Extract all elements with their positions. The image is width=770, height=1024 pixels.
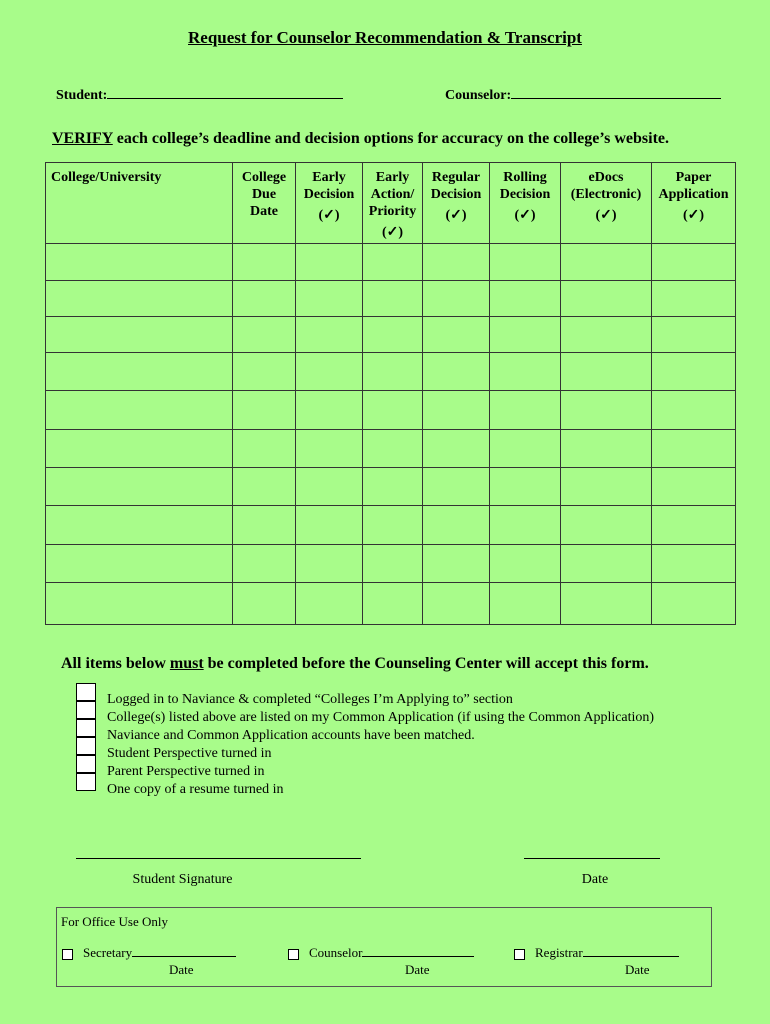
table-cell[interactable] (423, 583, 490, 625)
table-cell[interactable] (561, 545, 652, 583)
table-cell[interactable] (652, 468, 736, 506)
table-cell[interactable] (423, 281, 490, 317)
table-cell[interactable] (363, 317, 423, 353)
form-title: Request for Counselor Recommendation & Transcript (188, 28, 582, 47)
column-header (363, 163, 423, 244)
table-cell[interactable] (652, 430, 736, 468)
table-cell[interactable] (233, 583, 296, 625)
registrar-group (514, 945, 679, 961)
table-row (46, 430, 736, 468)
table-cell[interactable] (233, 391, 296, 430)
counselor-name-line[interactable] (511, 84, 721, 99)
column-header-line: Application (658, 187, 729, 202)
table-cell[interactable] (46, 430, 233, 468)
table-cell[interactable] (561, 583, 652, 625)
counselor-label: Counselor: (445, 88, 512, 103)
verify-emphasis: VERIFY (52, 130, 113, 147)
table-cell[interactable] (296, 317, 363, 353)
table-cell[interactable] (652, 244, 736, 281)
table-cell[interactable] (561, 468, 652, 506)
table-row (46, 317, 736, 353)
student-name-line[interactable] (107, 84, 343, 99)
checkmark-icon: (✓) (381, 225, 404, 240)
column-header-line: Paper (675, 170, 712, 185)
table-row (46, 244, 736, 281)
table-cell[interactable] (296, 545, 363, 583)
table-row (46, 545, 736, 583)
column-header-line: (Electronic) (570, 187, 642, 202)
counselor-field (445, 84, 721, 104)
column-header-line: Early (375, 170, 410, 185)
table-cell[interactable] (652, 317, 736, 353)
office-use-header: For Office Use Only (61, 914, 168, 929)
table-cell[interactable] (423, 391, 490, 430)
student-field (56, 84, 343, 104)
table-cell[interactable] (423, 317, 490, 353)
table-cell[interactable] (561, 391, 652, 430)
column-header (423, 163, 490, 244)
table-cell[interactable] (233, 506, 296, 545)
checkmark-icon: (✓) (514, 208, 536, 223)
table-cell[interactable] (46, 506, 233, 545)
requirements-must: must (169, 655, 204, 672)
table-row (46, 391, 736, 430)
checklist-checkbox[interactable] (76, 755, 96, 773)
column-header (652, 163, 736, 244)
requirements-post: be completed before the Counseling Center will accept this form. (203, 655, 649, 672)
secretary-label: Secretary (83, 945, 133, 960)
checkmark-icon: (✓) (318, 208, 340, 223)
table-cell[interactable] (363, 430, 423, 468)
student-label: Student: (56, 88, 108, 103)
table-cell[interactable] (233, 244, 296, 281)
table-cell[interactable] (490, 317, 561, 353)
checkmark-icon: (✓) (445, 208, 467, 223)
table-cell[interactable] (423, 244, 490, 281)
counselor-group (288, 945, 474, 961)
table-row (46, 353, 736, 391)
table-cell[interactable] (296, 244, 363, 281)
column-header-line: College (241, 170, 287, 185)
table-cell[interactable] (652, 583, 736, 625)
table-row (46, 281, 736, 317)
column-header-line: Decision (303, 187, 355, 202)
checklist-checkbox[interactable] (76, 719, 96, 737)
table-cell[interactable] (652, 506, 736, 545)
requirements-heading (61, 655, 649, 673)
table-cell[interactable] (46, 281, 233, 317)
table-cell[interactable] (423, 353, 490, 391)
table-cell[interactable] (561, 430, 652, 468)
table-cell[interactable] (561, 244, 652, 281)
column-header-line: eDocs (588, 170, 624, 185)
table-cell[interactable] (490, 281, 561, 317)
student-signature-line[interactable] (76, 858, 361, 859)
table-cell[interactable] (652, 391, 736, 430)
table-cell[interactable] (363, 506, 423, 545)
table-cell[interactable] (46, 353, 233, 391)
college-table (45, 162, 736, 625)
signature-date-line[interactable] (524, 858, 660, 859)
table-cell[interactable] (423, 545, 490, 583)
registrar-line[interactable] (583, 946, 679, 957)
table-cell[interactable] (46, 317, 233, 353)
checklist-item-label: One copy of a resume turned in (107, 782, 284, 797)
registrar-label: Registrar (535, 945, 583, 960)
secretary-group (62, 945, 236, 961)
registrar-checkbox[interactable] (514, 949, 525, 960)
checklist-item-label: College(s) listed above are listed on my Common Application (if using the Common Application) (107, 710, 655, 725)
table-cell[interactable] (233, 430, 296, 468)
table-cell[interactable] (363, 468, 423, 506)
table-cell[interactable] (296, 583, 363, 625)
table-cell[interactable] (652, 353, 736, 391)
table-cell[interactable] (233, 545, 296, 583)
table-cell[interactable] (296, 353, 363, 391)
table-cell[interactable] (561, 353, 652, 391)
table-cell[interactable] (363, 244, 423, 281)
table-cell[interactable] (46, 391, 233, 430)
column-header-line: Priority (368, 204, 417, 219)
checklist-checkbox[interactable] (76, 683, 96, 701)
table-cell[interactable] (296, 430, 363, 468)
signature-date-label: Date (581, 872, 609, 887)
table-cell[interactable] (46, 545, 233, 583)
checklist-item-label: Naviance and Common Application accounts have been matched. (107, 728, 475, 743)
table-cell[interactable] (46, 244, 233, 281)
table-cell[interactable] (363, 391, 423, 430)
table-cell[interactable] (490, 583, 561, 625)
counselor-line[interactable] (362, 946, 474, 957)
column-header-line: Action/ (370, 187, 415, 202)
checkmark-icon: (✓) (682, 208, 705, 223)
table-cell[interactable] (561, 281, 652, 317)
column-header-line: Rolling (503, 170, 547, 185)
table-cell[interactable] (490, 244, 561, 281)
table-row (46, 468, 736, 506)
table-cell[interactable] (233, 353, 296, 391)
secretary-date-label: Date (169, 962, 194, 977)
column-header (233, 163, 296, 244)
column-header-line: Regular (431, 170, 481, 185)
registrar-date-label: Date (625, 962, 650, 977)
counselor-date-label: Date (405, 962, 430, 977)
verify-instruction (52, 130, 669, 148)
table-cell[interactable] (233, 281, 296, 317)
table-cell[interactable] (296, 468, 363, 506)
table-row (46, 583, 736, 625)
column-header-line: Due (251, 187, 277, 202)
column-header (46, 163, 233, 244)
column-header-line: Early (312, 170, 346, 185)
table-cell[interactable] (363, 545, 423, 583)
table-row (46, 506, 736, 545)
checkmark-icon: (✓) (595, 208, 617, 223)
table-cell[interactable] (363, 281, 423, 317)
column-header-line: Decision (499, 187, 551, 202)
table-cell[interactable] (490, 353, 561, 391)
column-header-line: College/University (51, 170, 162, 185)
column-header (561, 163, 652, 244)
column-header-line: Decision (430, 187, 482, 202)
requirements-pre: All items below (61, 655, 170, 672)
checklist-item-label: Student Perspective turned in (107, 746, 272, 761)
column-header (490, 163, 561, 244)
column-header-line: Date (250, 204, 278, 219)
checklist-item-label: Parent Perspective turned in (107, 764, 265, 779)
table-cell[interactable] (490, 468, 561, 506)
table-cell[interactable] (561, 317, 652, 353)
verify-text: each college’s deadline and decision options for accuracy on the college’s website. (112, 130, 669, 147)
table-cell[interactable] (490, 430, 561, 468)
checklist-checkbox[interactable] (76, 773, 96, 791)
checklist-item-label: Logged in to Naviance & completed “Colleges I’m Applying to” section (107, 692, 513, 707)
office-use-box (56, 907, 712, 987)
student-signature-label: Student Signature (132, 872, 233, 887)
table-cell[interactable] (296, 506, 363, 545)
table-cell[interactable] (423, 430, 490, 468)
table-cell[interactable] (363, 353, 423, 391)
table-cell[interactable] (296, 391, 363, 430)
table-cell[interactable] (233, 317, 296, 353)
table-cell[interactable] (490, 391, 561, 430)
table-cell[interactable] (46, 583, 233, 625)
table-cell[interactable] (423, 468, 490, 506)
table-cell[interactable] (561, 506, 652, 545)
secretary-checkbox[interactable] (62, 949, 73, 960)
table-cell[interactable] (652, 281, 736, 317)
table-cell[interactable] (296, 281, 363, 317)
table-cell[interactable] (363, 583, 423, 625)
counselor-checkbox[interactable] (288, 949, 299, 960)
table-cell[interactable] (490, 545, 561, 583)
checklist-checkbox[interactable] (76, 701, 96, 719)
checklist-checkbox[interactable] (76, 737, 96, 755)
column-header (296, 163, 363, 244)
table-cell[interactable] (490, 506, 561, 545)
table-cell[interactable] (233, 468, 296, 506)
table-cell[interactable] (423, 506, 490, 545)
table-cell[interactable] (46, 468, 233, 506)
table-cell[interactable] (652, 545, 736, 583)
secretary-line[interactable] (132, 946, 236, 957)
office-counselor-label: Counselor (309, 945, 363, 960)
